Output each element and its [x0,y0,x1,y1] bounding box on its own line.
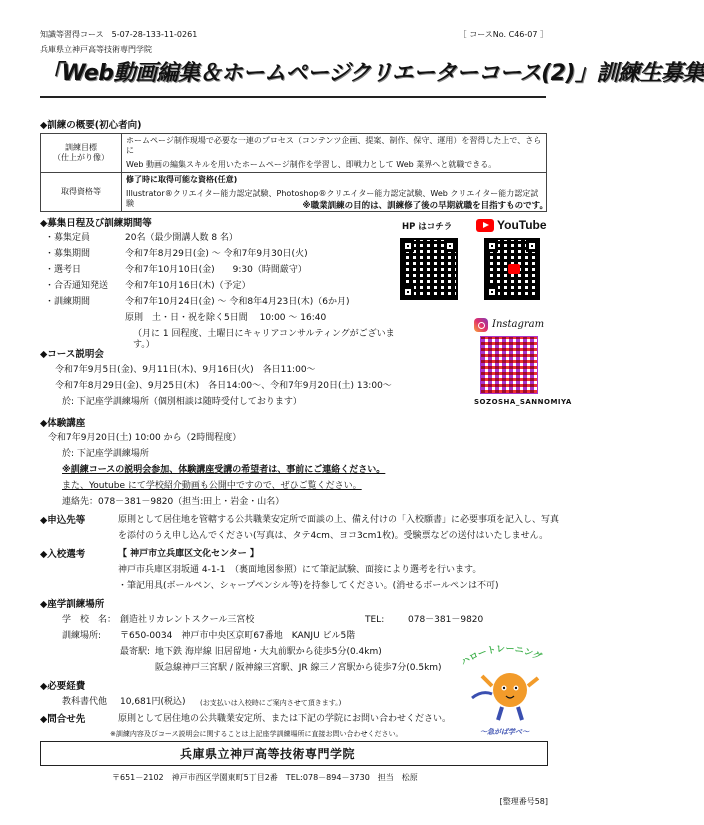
cost-label: 教科書代他 [62,697,108,707]
mascot-banner: ハロートレーニング [459,644,543,669]
hp-qr-code[interactable] [400,238,458,300]
qualification-label: 取得資格等 [41,173,122,212]
venue-addr-label: 訓練場所: [62,631,102,641]
exam-heading: ◆入校選考 [40,549,86,560]
schedule-row: ・選考日 令和7年10月10日(金) 9:30（時間厳守） [45,265,307,275]
schedule-row: ・訓練期間 令和7年10月24日(金) 〜 令和8年4月23日(木)（6か月) [45,297,350,307]
exam-place: 【 神戸市立兵庫区文化センター 】 [118,549,259,559]
briefing-dates-1: 令和7年9月5日(金)、9月11日(木)、9月16日(火) 各日11:00〜 [55,365,316,375]
schedule-row: ・募集期間 令和7年8月29日(金) 〜 令和7年9月30日(火) [45,249,308,259]
cost-note: (お支払いは入校時にご案内させて頂きます。) [200,699,342,707]
trial-place: 於: 下記座学訓練場所 [62,449,149,459]
schedule-heading: ◆募集日程及び訓練期間等 [40,218,152,229]
youtube-play-icon [476,219,494,232]
instagram-icon [474,318,488,332]
trial-heading: ◆体験講座 [40,418,86,429]
trial-date: 令和7年9月20日(土) 10:00 から（2時間程度） [48,433,242,443]
schedule-row: ・募集定員 20名（最少開講人数 8 名） [45,233,238,243]
footer-school: 兵庫県立神戸高等技術専門学院 [180,747,356,761]
trial-contact: 連絡先：078－381－9820（担当:田上・岩金・山名） [62,497,285,507]
inquiry-text-1: 原則として居住地の公共職業安定所、または下記の学院にお問い合わせください。 [118,714,452,724]
inquiry-text-2: ※訓練内容及びコース説明会に関することは上記座学訓練場所に直接お問い合わせください。 [110,730,403,738]
school-name-header: 兵庫県立神戸高等技術専門学院 [40,45,152,54]
mascot-slogan: 〜急がば学べ〜 [480,728,529,736]
hello-training-mascot [452,628,557,738]
venue-school: 創造社リカレントスクール三宮校 [120,615,255,625]
instagram-handle: SOZOSHA_SANNOMIYA [474,398,572,406]
schedule-list [45,233,395,351]
venue-tel: 078－381－9820 [408,615,484,625]
goal-label: 訓練目標 （仕上がり像） [41,134,122,173]
title-underline [40,96,546,98]
apply-heading: ◆申込先等 [40,515,86,526]
venue-school-label: 学 校 名： [62,615,117,625]
youtube-note: また、Youtube にて学校紹介動画も公開中ですので、ぜひご覧ください。 [62,481,362,491]
hp-label: HP はコチラ [402,222,453,232]
briefing-heading: ◆コース説明会 [40,349,104,360]
venue-station-2: 阪急線神戸三宮駅 / 阪神線三宮駅、JR 線三ノ宮駅から徒歩7分(0.5km) [155,663,442,673]
apply-text-2: を添付のうえ申し込んでください(写真は、タテ4cm、ヨコ3cm1枚)。受験票などの送付はいたしません。 [118,531,549,541]
briefing-dates-2: 令和7年8月29日(金)、9月25日(木) 各日14:00〜、令和7年9月20日(土) 13:00〜 [55,381,392,391]
schedule-row: ・合否通知発送 令和7年10月16日(木)（予定） [45,281,251,291]
overview-note: ※職業訓練の目的は、訓練修了後の早期就職を目指すものです。 [302,201,548,211]
exam-address: 神戸市兵庫区羽坂通 4-1-1 （裏面地図参照）にて筆記試験、面接により選考を行います。 [118,565,482,575]
goal-text: ホームページ制作現場で必要な一連のプロセス（コンテンツ企画、提案、制作、保守、運用）を習得した上で、さらに Web 動画の編集スキルを用いたホームページ制作を学習し、即戦力として Web 業界へと就職できる。 [122,134,547,173]
training-hours: 原則 土・日・祝を除く5日間 10:00 〜 16:40 [125,313,327,323]
instagram-qr-code[interactable] [480,336,538,394]
exam-items: ・筆記用具(ボールペン、シャープペンシル等)を持参してください。(消せるボールペンは不可) [118,581,499,591]
footer-address: 〒651－2102 神戸市西区学園東町5丁目2番 TEL:078－894－3730 担当 松原 [112,773,418,782]
page-title: 「Web動画編集＆ホームページクリエーターコース(2)」訓練生募集 [40,61,704,86]
career-note: （月に 1 回程度、土曜日にキャリアコンサルティングがございます。） [133,329,395,351]
qualification-text: 修了時に取得可能な資格(任意) Illustrator®クリエイター能力認定試験、Photoshop®クリエイター能力認定試験、Web クリエイター能力認定試験 [122,173,547,212]
trial-note: ※訓練コースの説明会参加、体験講座受講の希望者は、事前にご連絡ください。 [62,465,386,475]
youtube-logo[interactable]: YouTube [476,218,547,233]
venue-tel-label: TEL: [365,615,385,625]
youtube-qr-code[interactable] [484,238,540,300]
cost-value: 10,681円(税込) [120,697,186,707]
apply-text-1: 原則として居住地を管轄する公共職業安定所で面談の上、備え付けの「入校願書」に必要事項を記入し、写真 [118,515,560,525]
venue-heading: ◆座学訓練場所 [40,599,105,610]
inquiry-heading: ◆問合せ先 [40,714,86,725]
briefing-place: 於: 下記座学訓練場所（個別相談は随時受付しております） [62,397,302,407]
venue-station-label: 最寄駅: [120,647,151,657]
course-code: 知識等習得コース 5-07-28-133-11-0261 [40,30,198,39]
serial-number: [整理番号58] [499,797,548,806]
cost-heading: ◆必要経費 [40,681,86,692]
venue-address: 〒650-0034 神戸市中央区京町67番地 KANJU ビル5階 [120,631,356,641]
venue-station-1: 地下鉄 海岸線 旧居留地・大丸前駅から徒歩5分(0.4km) [155,647,382,657]
instagram-logo[interactable]: Instagram [474,318,544,332]
course-number: ［ コースNo. C46-07 ］ [458,30,548,39]
overview-heading: ◆訓練の概要(初心者向) [40,120,142,131]
mascot-head [493,673,527,707]
